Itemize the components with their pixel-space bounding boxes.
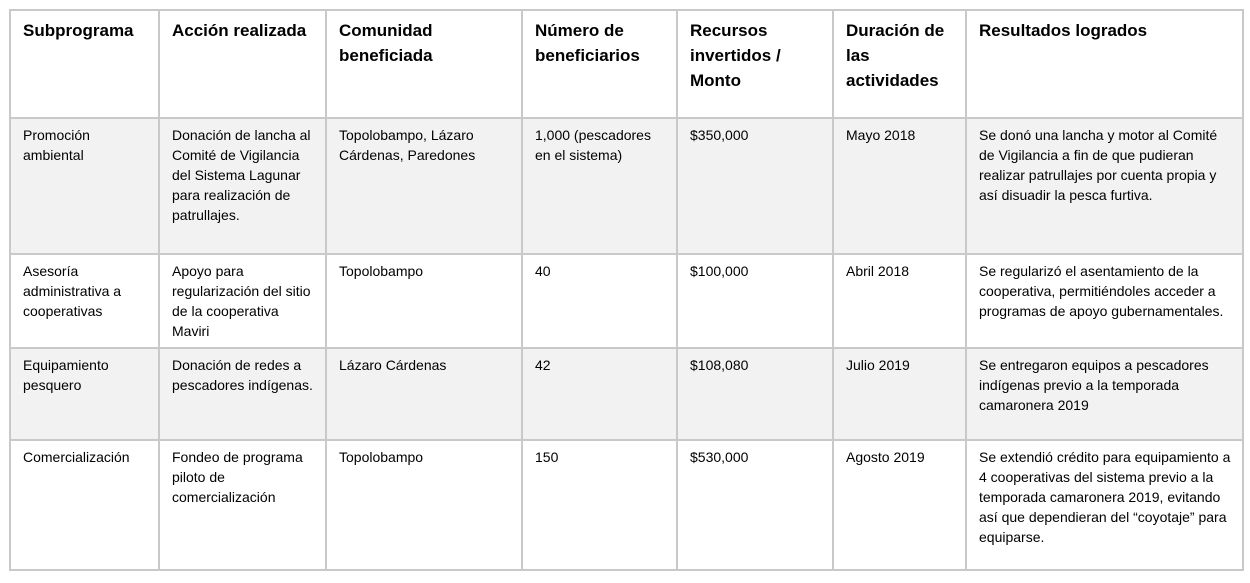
cell-subprograma: Promoción ambiental bbox=[10, 118, 159, 254]
header-recursos-invertidos: Recursos invertidos / Monto bbox=[677, 10, 833, 118]
cell-monto: $100,000 bbox=[677, 254, 833, 348]
cell-resultados: Se entregaron equipos a pescadores indígenas previo a la temporada camaronera 2019 bbox=[966, 348, 1243, 440]
cell-monto: $350,000 bbox=[677, 118, 833, 254]
cell-beneficiarios: 1,000 (pescadores en el sistema) bbox=[522, 118, 677, 254]
cell-beneficiarios: 150 bbox=[522, 440, 677, 570]
cell-duracion: Julio 2019 bbox=[833, 348, 966, 440]
cell-comunidad: Topolobampo, Lázaro Cárdenas, Paredones bbox=[326, 118, 522, 254]
cell-monto: $108,080 bbox=[677, 348, 833, 440]
header-subprograma: Subprograma bbox=[10, 10, 159, 118]
cell-subprograma: Comercialización bbox=[10, 440, 159, 570]
cell-resultados: Se extendió crédito para equipamiento a 4 cooperativas del sistema previo a la temporada camaronera 2019, evitando así que dependieran del “coyotaje” para equiparse. bbox=[966, 440, 1243, 570]
table-row bbox=[10, 254, 1243, 348]
table-row bbox=[10, 348, 1243, 440]
table-header-row bbox=[10, 10, 1243, 118]
cell-resultados: Se donó una lancha y motor al Comité de Vigilancia a fin de que pudieran realizar patrullajes por cuenta propia y así disuadir la pesca furtiva. bbox=[966, 118, 1243, 254]
cell-subprograma: Equipamiento pesquero bbox=[10, 348, 159, 440]
header-comunidad-beneficiada: Comunidad beneficiada bbox=[326, 10, 522, 118]
cell-beneficiarios: 42 bbox=[522, 348, 677, 440]
cell-duracion: Abril 2018 bbox=[833, 254, 966, 348]
programs-table bbox=[9, 9, 1244, 571]
table-row bbox=[10, 118, 1243, 254]
cell-monto: $530,000 bbox=[677, 440, 833, 570]
cell-duracion: Mayo 2018 bbox=[833, 118, 966, 254]
cell-accion: Fondeo de programa piloto de comercialización bbox=[159, 440, 326, 570]
header-duracion-actividades: Duración de las actividades bbox=[833, 10, 966, 118]
cell-accion: Apoyo para regularización del sitio de la cooperativa Maviri bbox=[159, 254, 326, 348]
header-resultados-logrados: Resultados logrados bbox=[966, 10, 1243, 118]
cell-comunidad: Topolobampo bbox=[326, 254, 522, 348]
cell-comunidad: Lázaro Cárdenas bbox=[326, 348, 522, 440]
cell-comunidad: Topolobampo bbox=[326, 440, 522, 570]
header-accion-realizada: Acción realizada bbox=[159, 10, 326, 118]
cell-beneficiarios: 40 bbox=[522, 254, 677, 348]
cell-subprograma: Asesoría administrativa a cooperativas bbox=[10, 254, 159, 348]
cell-accion: Donación de lancha al Comité de Vigilancia del Sistema Lagunar para realización de patrullajes. bbox=[159, 118, 326, 254]
cell-duracion: Agosto 2019 bbox=[833, 440, 966, 570]
table-row bbox=[10, 440, 1243, 570]
header-numero-beneficiarios: Número de beneficiarios bbox=[522, 10, 677, 118]
cell-accion: Donación de redes a pescadores indígenas. bbox=[159, 348, 326, 440]
cell-resultados: Se regularizó el asentamiento de la cooperativa, permitiéndoles acceder a programas de apoyo gubernamentales. bbox=[966, 254, 1243, 348]
